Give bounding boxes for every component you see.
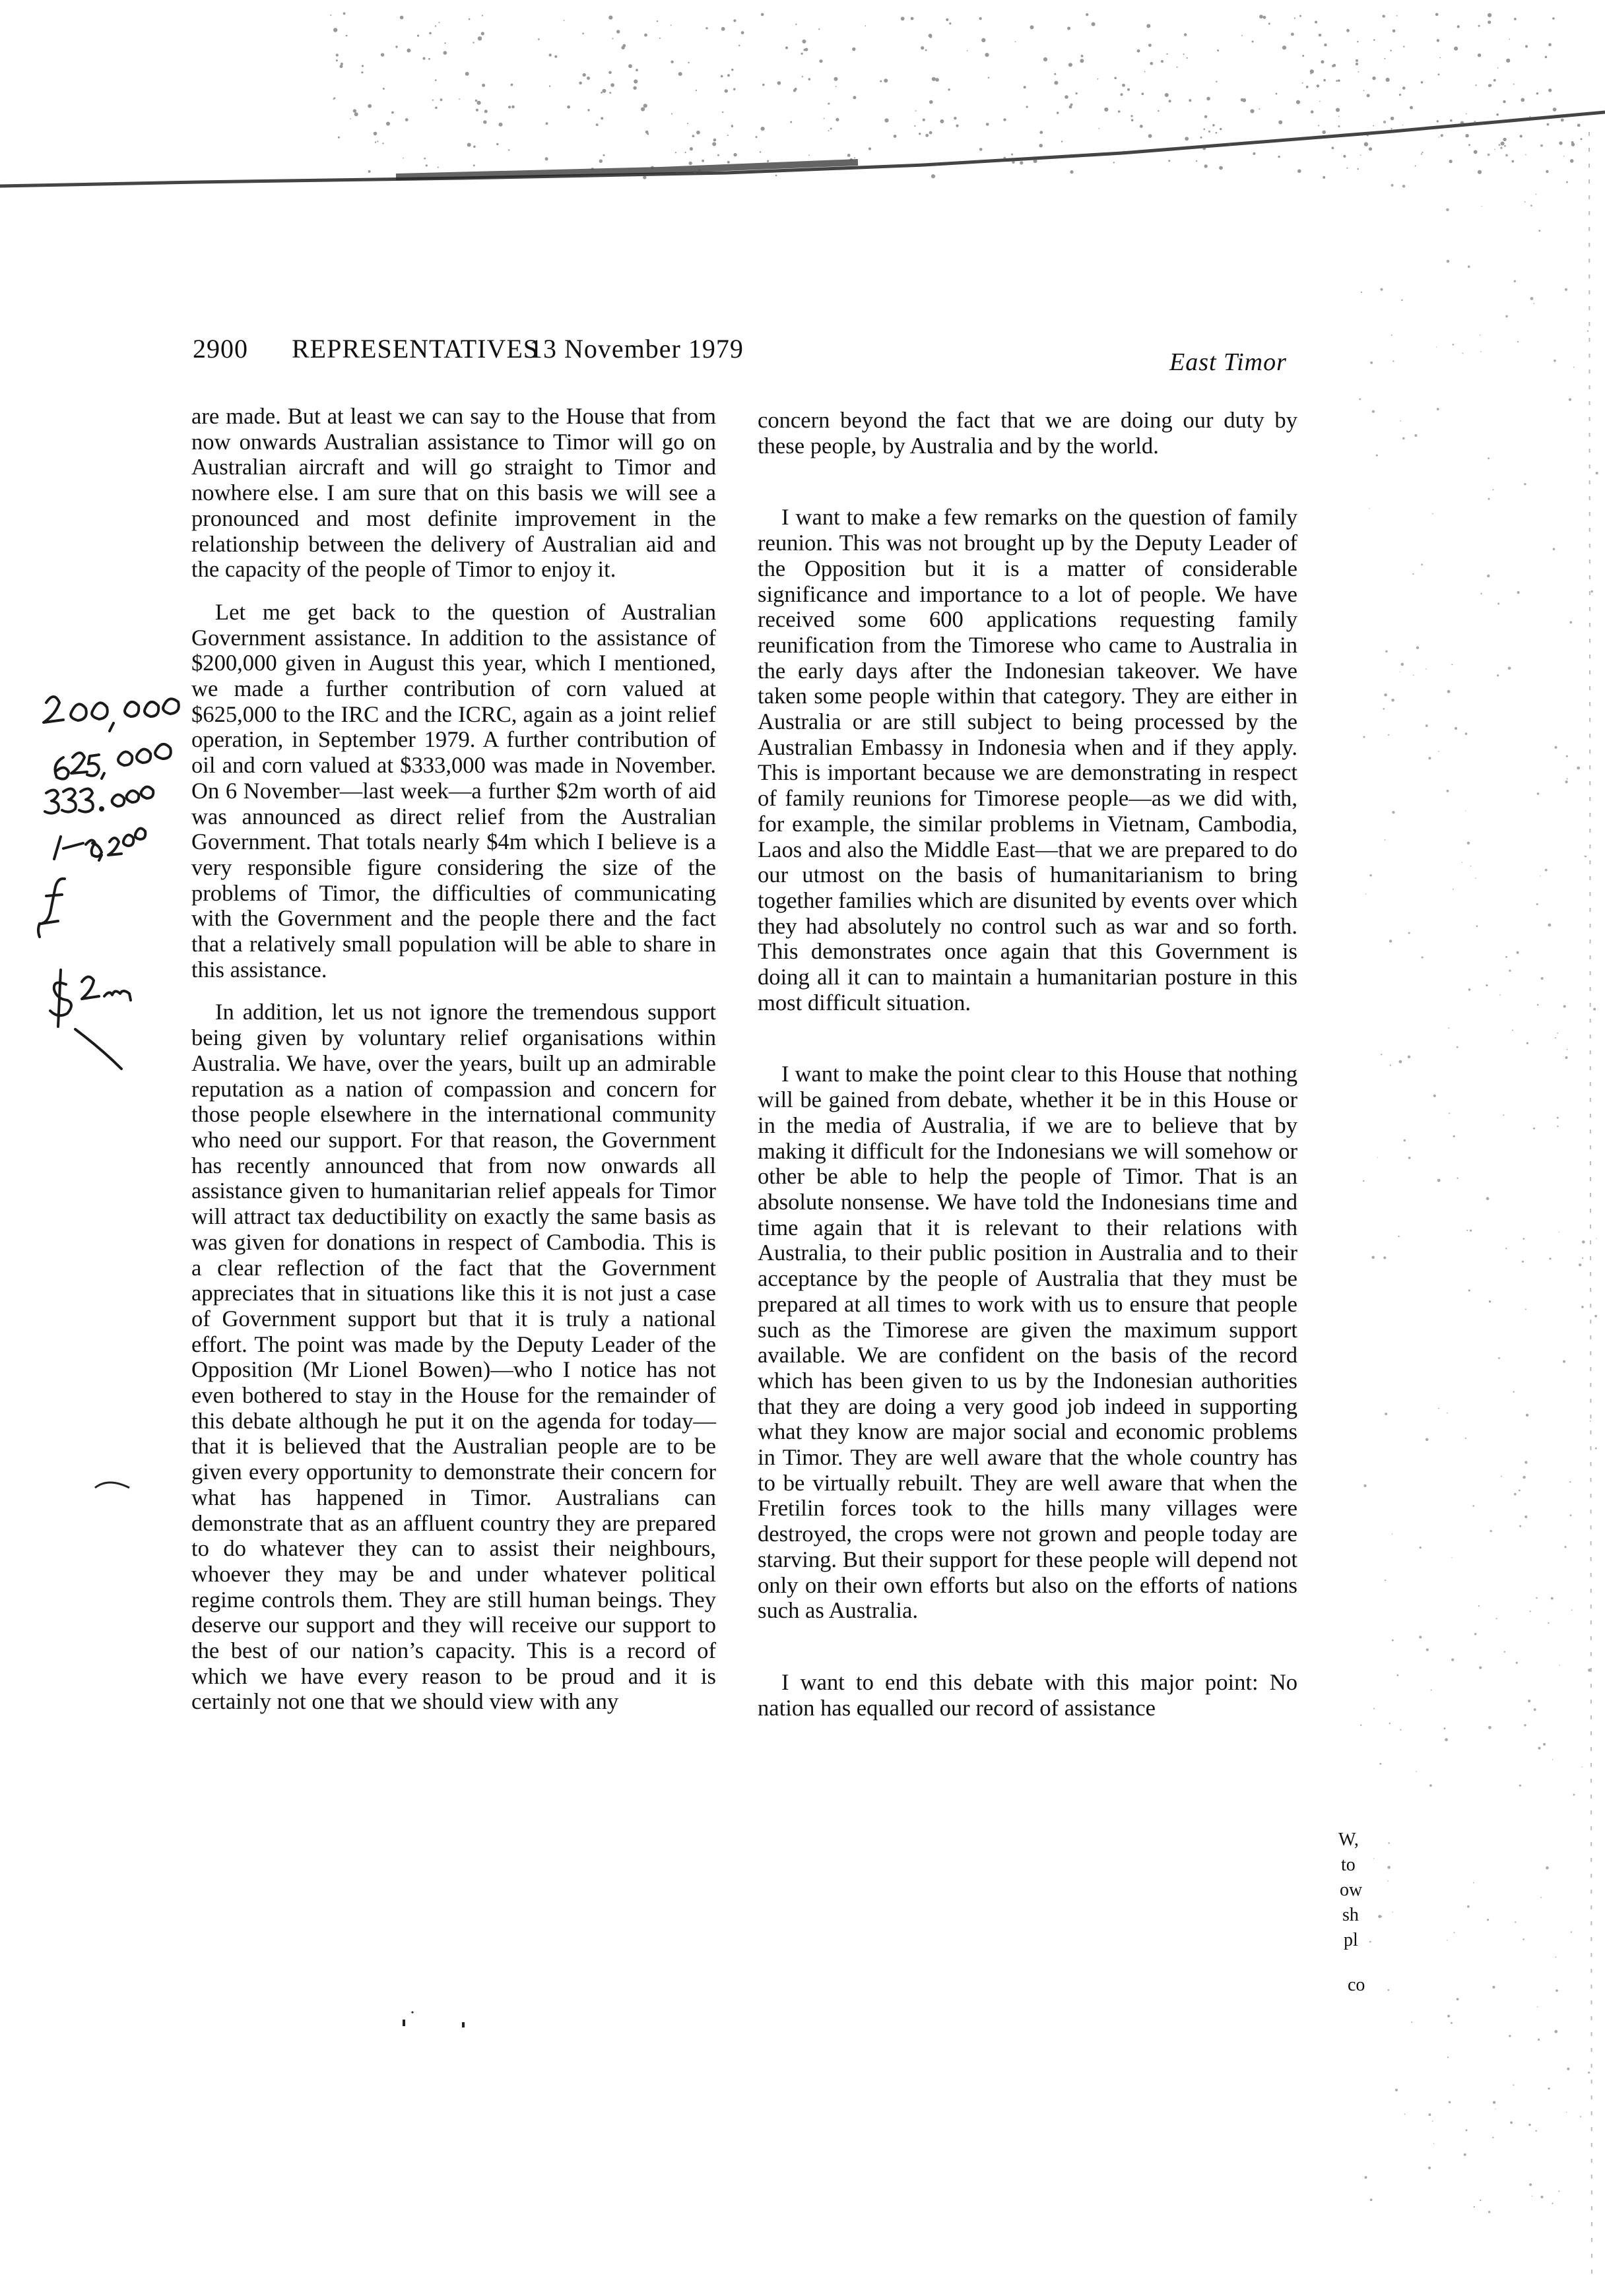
handwritten-margin-notes xyxy=(20,686,211,1095)
debate-topic: East Timor xyxy=(1169,348,1287,376)
right-paragraph-4: I want to end this debate with this major point: No nation has equalled our record of assistance xyxy=(758,1669,1297,1721)
page-number: 2900 xyxy=(193,334,248,364)
right-paragraph-2: I want to make a few remarks on the question of family reunion. This was not brought up by the Deputy Leader of the Opposition but it is a matter of considerable significance and importance to a lot of people. We have received some 600 applications requesting family reunification from the Timorese who came to Australia in the early days after the Indonesian takeover. We have taken some people within that category. They are either in Australia or are still subject to being processed by the Australian Embassy in Indonesia when and if they apply. This is important because we are demonstrating in respect of family reunions for Timorese people—as we did with, for example, the similar problems in Vietnam, Cambodia, Laos and also the Middle East—that we are prepared to do our utmost on the basis of humanitarianism to bring together families which are disunited by events over which they had absolutely no control such as war and so forth. This demonstrates once again that this Government is doing all it can to maintain a humanitarian posture in this most difficult situation. xyxy=(758,505,1297,1015)
edge-fragment: W, xyxy=(1338,1830,1359,1850)
left-paragraph-1: are made. But at least we can say to the House that from now onwards Australian assistance to Timor will go on Australian aircraft and will go straight to Timor and nowhere else. I am sure that on this basis we will see a pronounced and most definite improvement in the relationship between the delivery of Australian aid and the capacity of the people of Timor to enjoy it. xyxy=(191,404,716,583)
edge-fragment: ow xyxy=(1340,1880,1363,1900)
edge-fragment: to xyxy=(1341,1855,1356,1875)
sitting-date: 13 November 1979 xyxy=(529,334,744,364)
right-column xyxy=(758,408,1297,1721)
edge-fragment: co xyxy=(1348,1975,1365,1995)
page-header xyxy=(193,333,1315,379)
left-paragraph-2: Let me get back to the question of Australian Government assistance. In addition to the assistance of $200,000 given in August this year, which I mentioned, we made a further contribution of corn valued at $625,000 to the IRC and the ICRC, again as a joint relief operation, in September 1979. A further contribution of oil and corn valued at $333,000 was made in November. On 6 November—last week—a further $2m worth of aid was announced as direct relief from the Australian Government. That totals nearly $4m which I believe is a very responsible figure considering the size of the problems of Timor, the difficulties of communicating with the Government and the people there and the fact that a relatively small population will be able to share in this assistance. xyxy=(191,599,716,982)
left-paragraph-3: In addition, let us not ignore the tremendous support being given by voluntary relief organisations within Australia. We have, over the years, built up an admirable reputation as a nation of compassion and concern for those people elsewhere in the international community who need our support. For that reason, the Government has recently announced that from now onwards all assistance given to humanitarian relief appeals for Timor will attract tax deductibility on exactly the same basis as was given for donations in respect of Cambodia. This is a clear reflection of the fact that the Government appreciates that in situations like this it is not just a case of Government support but that it is truly a national effort. The point was made by the Deputy Leader of the Opposition (Mr Lionel Bowen)—who I notice has not even bothered to stay in the House for the remainder of this debate although he put it on the agenda for today—that it is believed that the Australian people are to be given every opportunity to demonstrate their concern for what has happened in Timor. Australians can demonstrate that as an affluent country they are prepared to do whatever they can to assist their neighbours, whoever they may be and under whatever political regime controls them. They are still human beings. They deserve our support and they will receive our support to the best of our nation’s capacity. This is a record of which we have every reason to be proud and it is certainly not one that we should view with any xyxy=(191,1000,716,1715)
house-name: REPRESENTATIVES xyxy=(292,334,539,364)
right-paragraph-3: I want to make the point clear to this House that nothing will be gained from debate, whether it be in this House or in the media of Australia, if we are to believe that by making it difficult for the Indonesians we will somehow or other be able to help the people of Timor. That is an absolute nonsense. We have told the Indonesians time and time again that it is relevant to their relations with Australia, to their public position in Australia and to their acceptance by the people of Australia that they must be prepared at all times to work with us to ensure that people such as the Timorese are given the maximum support available. We are confident on the basis of the record which has been given to us by the Indonesian authorities that they are doing a very good job indeed in supporting what they know are major social and economic problems in Timor. They are well aware that the whole country has to be virtually rebuilt. They are well aware that when the Fretilin forces took to the hills many villages were destroyed, the crops were not grown and people today are starving. But their support for these people will depend not only on their own efforts but also on the efforts of nations such as Australia. xyxy=(758,1062,1297,1624)
left-column xyxy=(191,404,716,1715)
edge-fragment: pl xyxy=(1344,1930,1358,1950)
margin-tick-mark xyxy=(92,1475,132,1494)
stray-marks-bottom xyxy=(389,2009,482,2035)
right-paragraph-1: concern beyond the fact that we are doing our duty by these people, by Australia and by the world. xyxy=(758,408,1297,459)
edge-fragment: sh xyxy=(1342,1905,1359,1925)
edge-text-fragments xyxy=(1338,1828,1411,2039)
